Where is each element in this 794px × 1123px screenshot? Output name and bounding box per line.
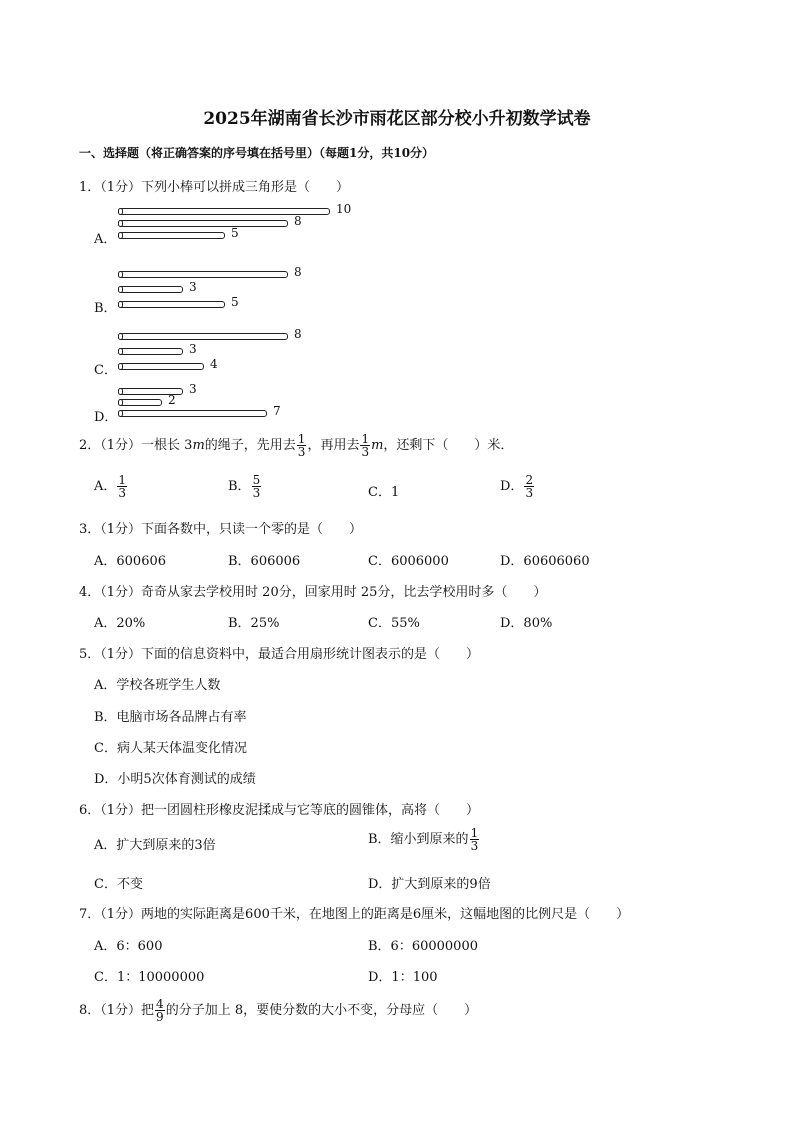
q2-unit-m: m (192, 438, 205, 453)
q6-option-b[interactable]: B．缩小到原来的 $\frac{1}{3}$ (368, 826, 479, 853)
q5-option-d[interactable]: D．小明5次体育测试的成绩 (94, 772, 256, 787)
q1-stick-b-2 (118, 286, 183, 293)
q1-stick-label-c-3: 4 (210, 357, 218, 371)
q4-option-a[interactable]: A．20% (94, 616, 146, 631)
question-6-stem: 6．（1分）把一团圆柱形橡皮泥揉成与它等底的圆锥体，高将（ ） (79, 803, 480, 818)
q1-stick-a-2 (118, 220, 288, 227)
q1-option-d[interactable]: D． (94, 410, 118, 425)
q8-text-pre: 8．（1分）把 (79, 1003, 155, 1018)
q1-stick-b-1 (118, 271, 288, 278)
q3-option-d[interactable]: D．60606060 (500, 554, 590, 569)
q2-fraction-1: $\frac{1}{3}$ (297, 432, 306, 459)
q1-option-b[interactable]: B． (94, 301, 117, 316)
q2-option-d[interactable]: D． $\frac{2}{3}$ (500, 473, 534, 500)
q7-option-c[interactable]: C．1：10000000 (94, 970, 205, 985)
q7-option-d[interactable]: D．1：100 (368, 970, 438, 985)
q1-option-a[interactable]: A． (94, 232, 117, 247)
section-heading: 一、选择题（将正确答案的序号填在括号里）（每题1分，共10分） (79, 146, 435, 160)
question-5-stem: 5．（1分）下面的信息资料中，最适合用扇形统计图表示的是（ ） (79, 647, 480, 662)
q8-text-post: 的分子加上 8，要使分数的大小不变，分母应（ ） (165, 1003, 478, 1018)
q1-stick-label-a-2: 8 (294, 214, 302, 228)
q2-fraction-2: $\frac{1}{3}$ (361, 432, 370, 459)
q3-option-b[interactable]: B．606006 (228, 554, 301, 569)
question-4-stem: 4．（1分）奇奇从家去学校用时 20分，回家用时 25分，比去学校用时多（ ） (79, 585, 547, 600)
question-1-stem: 1．（1分）下列小棒可以拼成三角形是（ ） (79, 180, 350, 195)
question-2-stem (79, 433, 513, 458)
q2-text-mid1: 的绳子，先用去 (204, 438, 296, 453)
q1-option-c[interactable]: C． (94, 363, 117, 378)
page-title: 2025年湖南省长沙市雨花区部分校小升初数学试卷 (203, 109, 591, 129)
q3-option-a[interactable]: A．600606 (94, 554, 167, 569)
q8-fraction: $\frac{4}{9}$ (156, 997, 164, 1024)
q6-option-d[interactable]: D．扩大到原来的9倍 (368, 877, 491, 892)
q3-option-c[interactable]: C．6006000 (368, 554, 449, 569)
q2-option-c[interactable]: C．1 (368, 485, 400, 500)
q2-unit-m2: m (371, 438, 384, 453)
q1-stick-c-1 (118, 333, 288, 340)
q1-stick-label-b-2: 3 (189, 280, 197, 294)
q1-stick-label-a-1: 10 (336, 202, 352, 216)
q1-stick-label-d-1: 3 (189, 382, 197, 396)
q2-text-mid2: ，再用去 (307, 438, 360, 453)
q6-option-a[interactable]: A．扩大到原来的3倍 (94, 838, 216, 853)
q2-option-b[interactable]: B． $\frac{5}{3}$ (228, 473, 261, 500)
q5-option-b[interactable]: B．电脑市场各品牌占有率 (94, 710, 247, 725)
question-7-stem: 7．（1分）两地的实际距离是600千米，在地图上的距离是6厘米，这幅地图的比例尺是（ ） (79, 907, 630, 922)
q2-option-a[interactable]: A． $\frac{1}{3}$ (94, 473, 127, 500)
q1-stick-a-3 (118, 232, 225, 239)
q4-option-b[interactable]: B．25% (228, 616, 280, 631)
q4-option-d[interactable]: D．80% (500, 616, 553, 631)
q1-stick-label-d-2: 2 (168, 393, 176, 407)
q5-option-c[interactable]: C．病人某天体温变化情况 (94, 741, 247, 756)
q4-option-c[interactable]: C．55% (368, 616, 420, 631)
question-8-stem (79, 998, 477, 1023)
q5-option-a[interactable]: A．学校各班学生人数 (94, 678, 221, 693)
q1-stick-label-b-1: 8 (294, 265, 302, 279)
q1-stick-c-3 (118, 363, 204, 370)
q1-stick-c-2 (118, 348, 183, 355)
q2-text-post: ，还剩下（ ）米． (383, 438, 514, 453)
q1-stick-label-b-3: 5 (231, 295, 239, 309)
q1-stick-label-d-3: 7 (273, 404, 281, 418)
q7-option-b[interactable]: B．6：60000000 (368, 939, 478, 954)
q1-stick-d-3 (118, 410, 267, 417)
q1-stick-b-3 (118, 301, 225, 308)
q7-option-a[interactable]: A．6：600 (94, 939, 163, 954)
q1-stick-d-2 (118, 399, 162, 406)
q1-stick-label-c-1: 8 (294, 327, 302, 341)
q1-stick-label-c-2: 3 (189, 342, 197, 356)
question-3-stem: 3．（1分）下面各数中，只读一个零的是（ ） (79, 522, 363, 537)
q2-text-pre: 2．（1分）一根长 3 (79, 438, 193, 453)
q1-stick-label-a-3: 5 (231, 226, 239, 240)
q6-option-c[interactable]: C．不变 (94, 877, 143, 892)
